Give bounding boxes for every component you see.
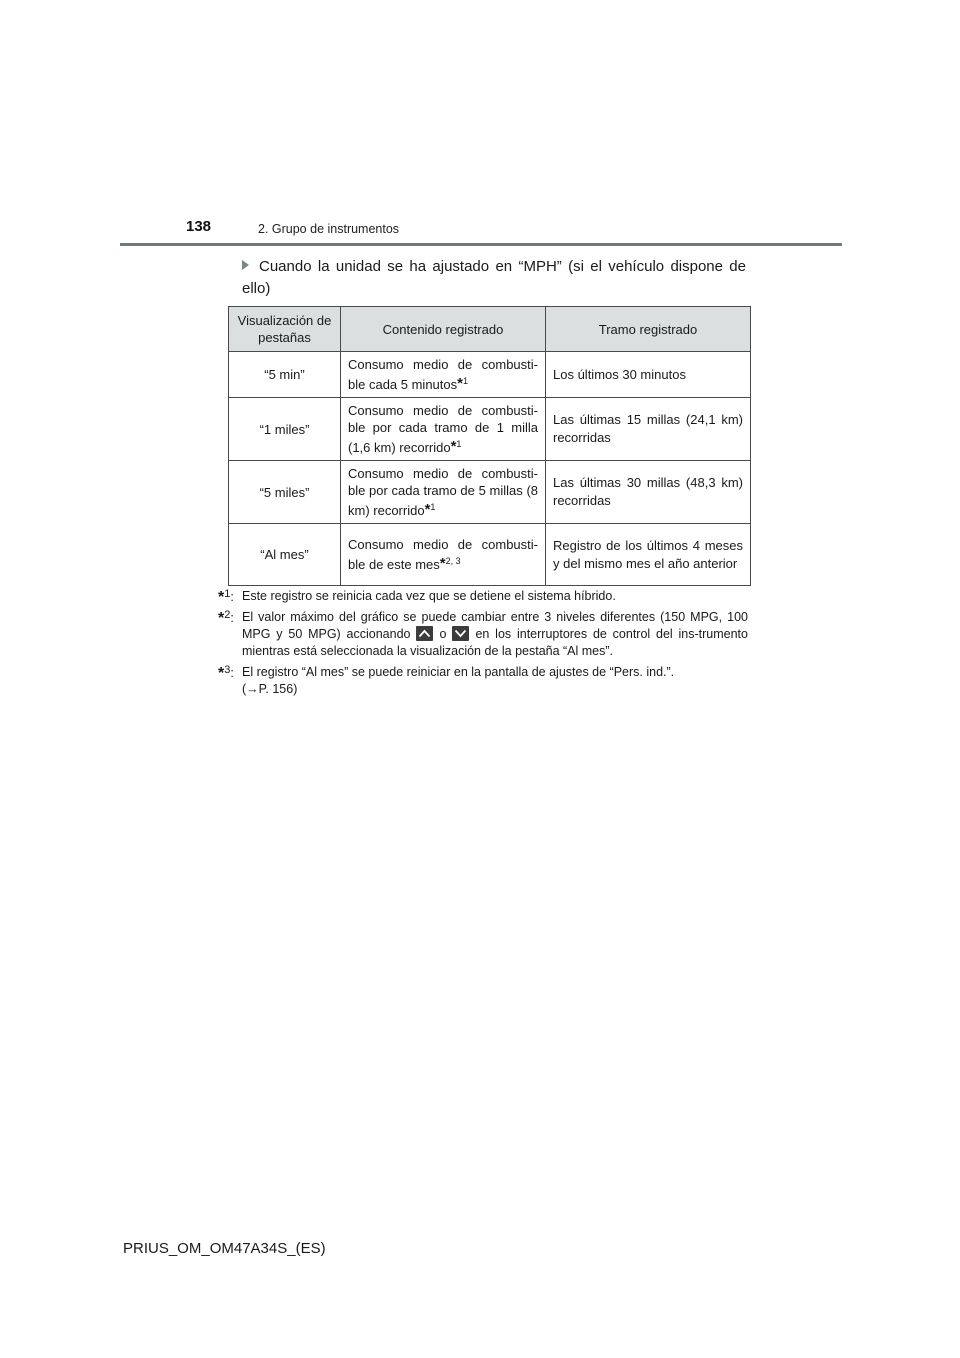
range-cell: Las últimas 15 millas (24,1 km) recorridas — [546, 398, 751, 461]
content-cell: Consumo medio de combusti-ble cada 5 minutos*$^1$ — [341, 352, 546, 398]
table-row — [229, 461, 751, 524]
record-table — [228, 306, 751, 586]
intro-paragraph — [242, 256, 746, 300]
footnote-or: o — [439, 627, 447, 641]
table-row — [229, 352, 751, 398]
page-number: 138 — [186, 218, 212, 235]
page-reference-link[interactable]: (→P. 156) — [242, 682, 298, 696]
footnote-text: en los interruptores de control del ins-trumento mientras está seleccionada la visualización de la pestaña “Al mes”. — [242, 627, 748, 658]
footnote-text: El valor máximo del gráfico se puede cambiar entre 3 niveles diferentes (150 MPG, 100 MPG y 50 MPG) accionando — [242, 610, 748, 641]
tab-cell: “Al mes” — [229, 524, 341, 586]
tab-cell: “5 min” — [229, 352, 341, 398]
footnote-text: Este registro se reinicia cada vez que se detiene el sistema híbrido. — [242, 589, 616, 603]
header-tab-display: Visualización de pestañas — [229, 307, 341, 352]
footnote-3: *3: El registro “Al mes” se puede reiniciar en la pantalla de ajustes de “Pers. ind.”. (→P. 156) — [218, 664, 675, 696]
header-content: Contenido registrado — [341, 307, 546, 352]
table-row — [229, 524, 751, 586]
footnote-text: El registro “Al mes” se puede reiniciar en la pantalla de ajustes de “Pers. ind.”. — [242, 665, 675, 679]
tab-cell: “1 miles” — [229, 398, 341, 461]
tab-cell: “5 miles” — [229, 461, 341, 524]
section-title: 2. Grupo de instrumentos — [258, 222, 400, 236]
arrow-bullet-icon — [242, 260, 249, 270]
range-cell: Las últimas 30 millas (48,3 km) recorridas — [546, 461, 751, 524]
content-cell: Consumo medio de combusti-ble por cada tramo de 5 millas (8 km) recorrido*$^1$ — [341, 461, 546, 524]
document-code: PRIUS_OM_OM47A34S_(ES) — [123, 1240, 326, 1257]
range-cell: Registro de los últimos 4 meses y del mismo mes el año anterior — [546, 524, 751, 586]
intro-text: Cuando la unidad se ha ajustado en “MPH” (si el vehículo dispone de ello) — [242, 258, 746, 297]
footnotes — [218, 588, 748, 702]
header-range: Tramo registrado — [546, 307, 751, 352]
header-rule — [120, 243, 842, 246]
footnote-1: *1: Este registro se reinicia cada vez que se detiene el sistema híbrido. — [218, 588, 616, 606]
chevron-up-icon — [416, 626, 433, 641]
content-cell: Consumo medio de combusti-ble por cada tramo de 1 milla (1,6 km) recorrido*$^1$ — [341, 398, 546, 461]
footnote-2: *2: El valor máximo del gráfico se puede cambiar entre 3 niveles diferentes (150 MPG, 100 MPG y 50 MPG) accionando o en los interruptores de control del ins-trumento mientras está seleccionada la visualización de la pestaña “Al mes”. — [218, 609, 748, 658]
chevron-down-icon — [452, 626, 469, 641]
content-cell: Consumo medio de combusti-ble de este mes*$^{2, 3}$ — [341, 524, 546, 586]
range-cell: Los últimos 30 minutos — [546, 352, 751, 398]
table-row — [229, 398, 751, 461]
